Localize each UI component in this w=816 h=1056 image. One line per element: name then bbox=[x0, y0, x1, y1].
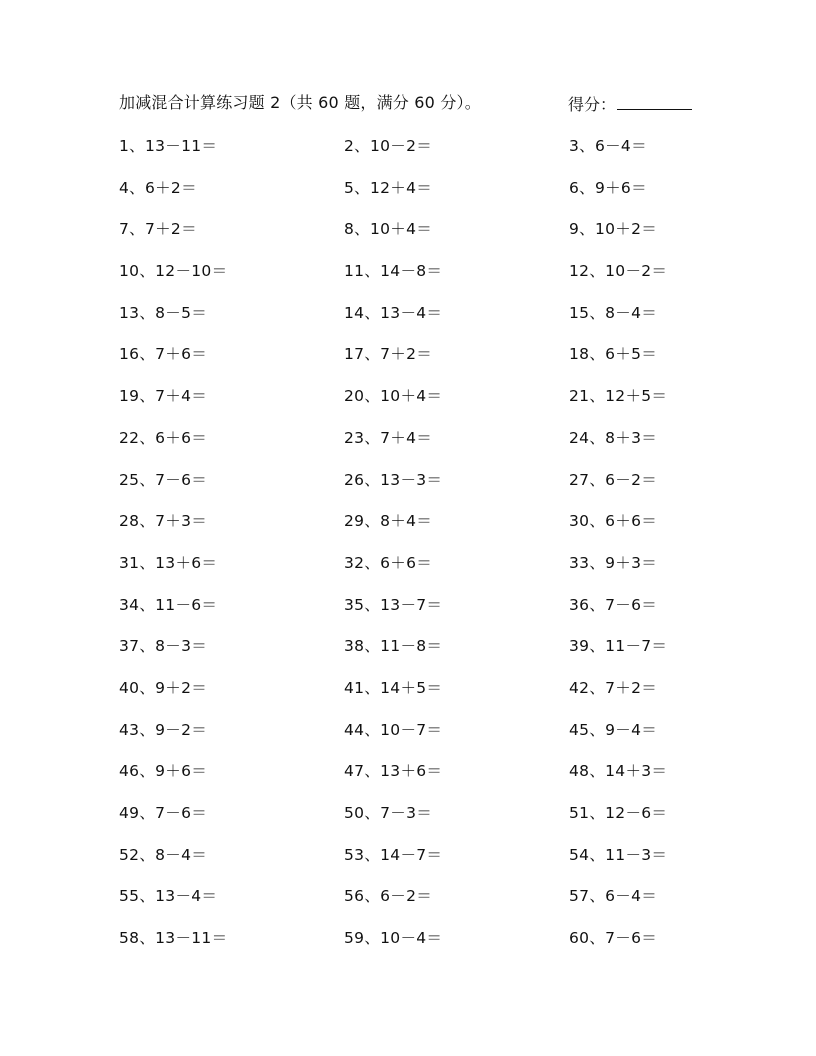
problem-item: 9、10＋2＝ bbox=[569, 220, 658, 239]
problem-item: 52、8－4＝ bbox=[119, 845, 208, 864]
problem-item: 58、13－11＝ bbox=[119, 929, 228, 948]
problem-item: 13、8－5＝ bbox=[119, 303, 208, 322]
problem-item: 42、7＋2＝ bbox=[569, 678, 658, 697]
problem-item: 4、6＋2＝ bbox=[119, 178, 197, 197]
problem-item: 1、13－11＝ bbox=[119, 137, 218, 155]
problem-item: 57、6－4＝ bbox=[569, 887, 658, 906]
problem-item: 33、9＋3＝ bbox=[569, 553, 658, 572]
problem-item: 60、7－6＝ bbox=[569, 929, 658, 948]
problem-item: 41、14＋5＝ bbox=[344, 678, 443, 697]
problem-item: 2、10－2＝ bbox=[344, 137, 433, 155]
problem-item: 47、13＋6＝ bbox=[344, 762, 443, 781]
problem-grid bbox=[119, 135, 739, 969]
problem-item: 37、8－3＝ bbox=[119, 637, 208, 656]
problem-item: 49、7－6＝ bbox=[119, 804, 208, 822]
problem-item: 30、6＋6＝ bbox=[569, 512, 658, 531]
problem-item: 26、13－3＝ bbox=[344, 470, 443, 489]
problem-item: 50、7－3＝ bbox=[344, 804, 433, 822]
problem-item: 56、6－2＝ bbox=[344, 887, 433, 906]
problem-item: 27、6－2＝ bbox=[569, 470, 658, 489]
problem-item: 34、11－6＝ bbox=[119, 595, 218, 614]
problem-item: 29、8＋4＝ bbox=[344, 512, 433, 531]
problem-item: 54、11－3＝ bbox=[569, 845, 668, 864]
problem-item: 48、14＋3＝ bbox=[569, 762, 668, 781]
worksheet-title: 加减混合计算练习题 2（共 60 题，满分 60 分）。 bbox=[119, 93, 481, 112]
problem-item: 43、9－2＝ bbox=[119, 720, 208, 739]
problem-item: 11、14－8＝ bbox=[344, 262, 443, 281]
problem-item: 24、8＋3＝ bbox=[569, 428, 658, 447]
problem-item: 15、8－4＝ bbox=[569, 303, 658, 322]
problem-item: 6、9＋6＝ bbox=[569, 178, 647, 197]
score-label: 得分： bbox=[568, 95, 617, 114]
problem-item: 21、12＋5＝ bbox=[569, 387, 668, 406]
problem-item: 19、7＋4＝ bbox=[119, 387, 208, 406]
problem-item: 38、11－8＝ bbox=[344, 637, 443, 656]
score-area bbox=[568, 92, 692, 116]
problem-item: 55、13－4＝ bbox=[119, 887, 218, 906]
problem-item: 35、13－7＝ bbox=[344, 595, 443, 614]
problem-item: 53、14－7＝ bbox=[344, 845, 443, 864]
problem-item: 23、7＋4＝ bbox=[344, 428, 433, 447]
problem-item: 20、10＋4＝ bbox=[344, 387, 443, 406]
problem-item: 44、10－7＝ bbox=[344, 720, 443, 739]
problem-item: 16、7＋6＝ bbox=[119, 345, 208, 364]
problem-item: 51、12－6＝ bbox=[569, 804, 668, 822]
problem-item: 3、6－4＝ bbox=[569, 137, 647, 155]
problem-item: 40、9＋2＝ bbox=[119, 678, 208, 697]
problem-item: 25、7－6＝ bbox=[119, 470, 208, 489]
problem-item: 8、10＋4＝ bbox=[344, 220, 433, 239]
problem-item: 36、7－6＝ bbox=[569, 595, 658, 614]
problem-item: 5、12＋4＝ bbox=[344, 178, 433, 197]
problem-item: 28、7＋3＝ bbox=[119, 512, 208, 531]
problem-item: 10、12－10＝ bbox=[119, 262, 228, 281]
problem-item: 18、6＋5＝ bbox=[569, 345, 658, 364]
problem-item: 17、7＋2＝ bbox=[344, 345, 433, 364]
score-blank-line[interactable] bbox=[617, 92, 692, 110]
problem-item: 46、9＋6＝ bbox=[119, 762, 208, 781]
problem-item: 32、6＋6＝ bbox=[344, 553, 433, 572]
problem-item: 45、9－4＝ bbox=[569, 720, 658, 739]
problem-item: 22、6＋6＝ bbox=[119, 428, 208, 447]
problem-item: 7、7＋2＝ bbox=[119, 220, 197, 239]
problem-item: 39、11－7＝ bbox=[569, 637, 668, 656]
problem-item: 31、13＋6＝ bbox=[119, 553, 218, 572]
problem-item: 59、10－4＝ bbox=[344, 929, 443, 948]
problem-item: 12、10－2＝ bbox=[569, 262, 668, 281]
problem-item: 14、13－4＝ bbox=[344, 303, 443, 322]
